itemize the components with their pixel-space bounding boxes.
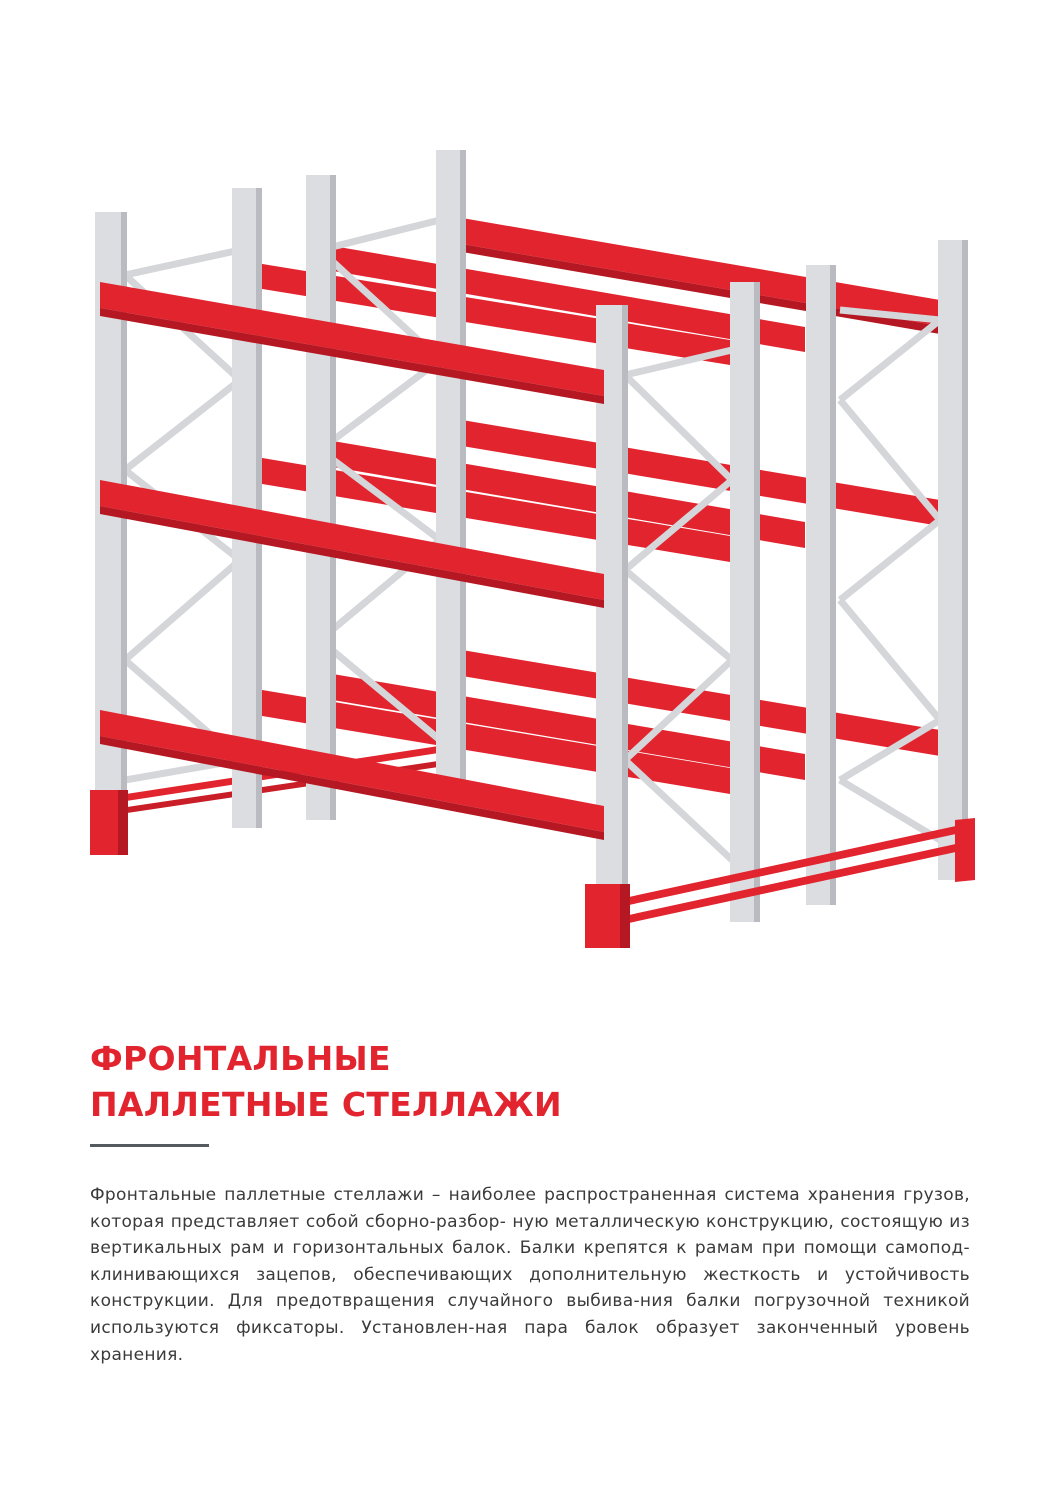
body-paragraph: Фронтальные паллетные стеллажи – наиболее распространенная система хранения грузов, которая представляет собой сборно-разбор- ную металлическую конструкцию, состоящую из вертикальных рам и горизонтальных балок. Балки крепятся к рамам при помощи самопод-клинивающихся зацепов, обеспечивающих дополнительную жесткость и устойчивость конструкции. Для предотвращения случайного выбива-ния балки погрузочной техникой используются фиксаторы. Установлен-ная пара балок образует законченный уровень хранения. <box>90 1185 970 1365</box>
title-line-1: ФРОНТАЛЬНЫЕ <box>90 1039 391 1078</box>
title-line-2: ПАЛЛЕТНЫЕ СТЕЛЛАЖИ <box>90 1085 562 1124</box>
title-underline <box>90 1144 209 1147</box>
section-title <box>90 1036 562 1128</box>
